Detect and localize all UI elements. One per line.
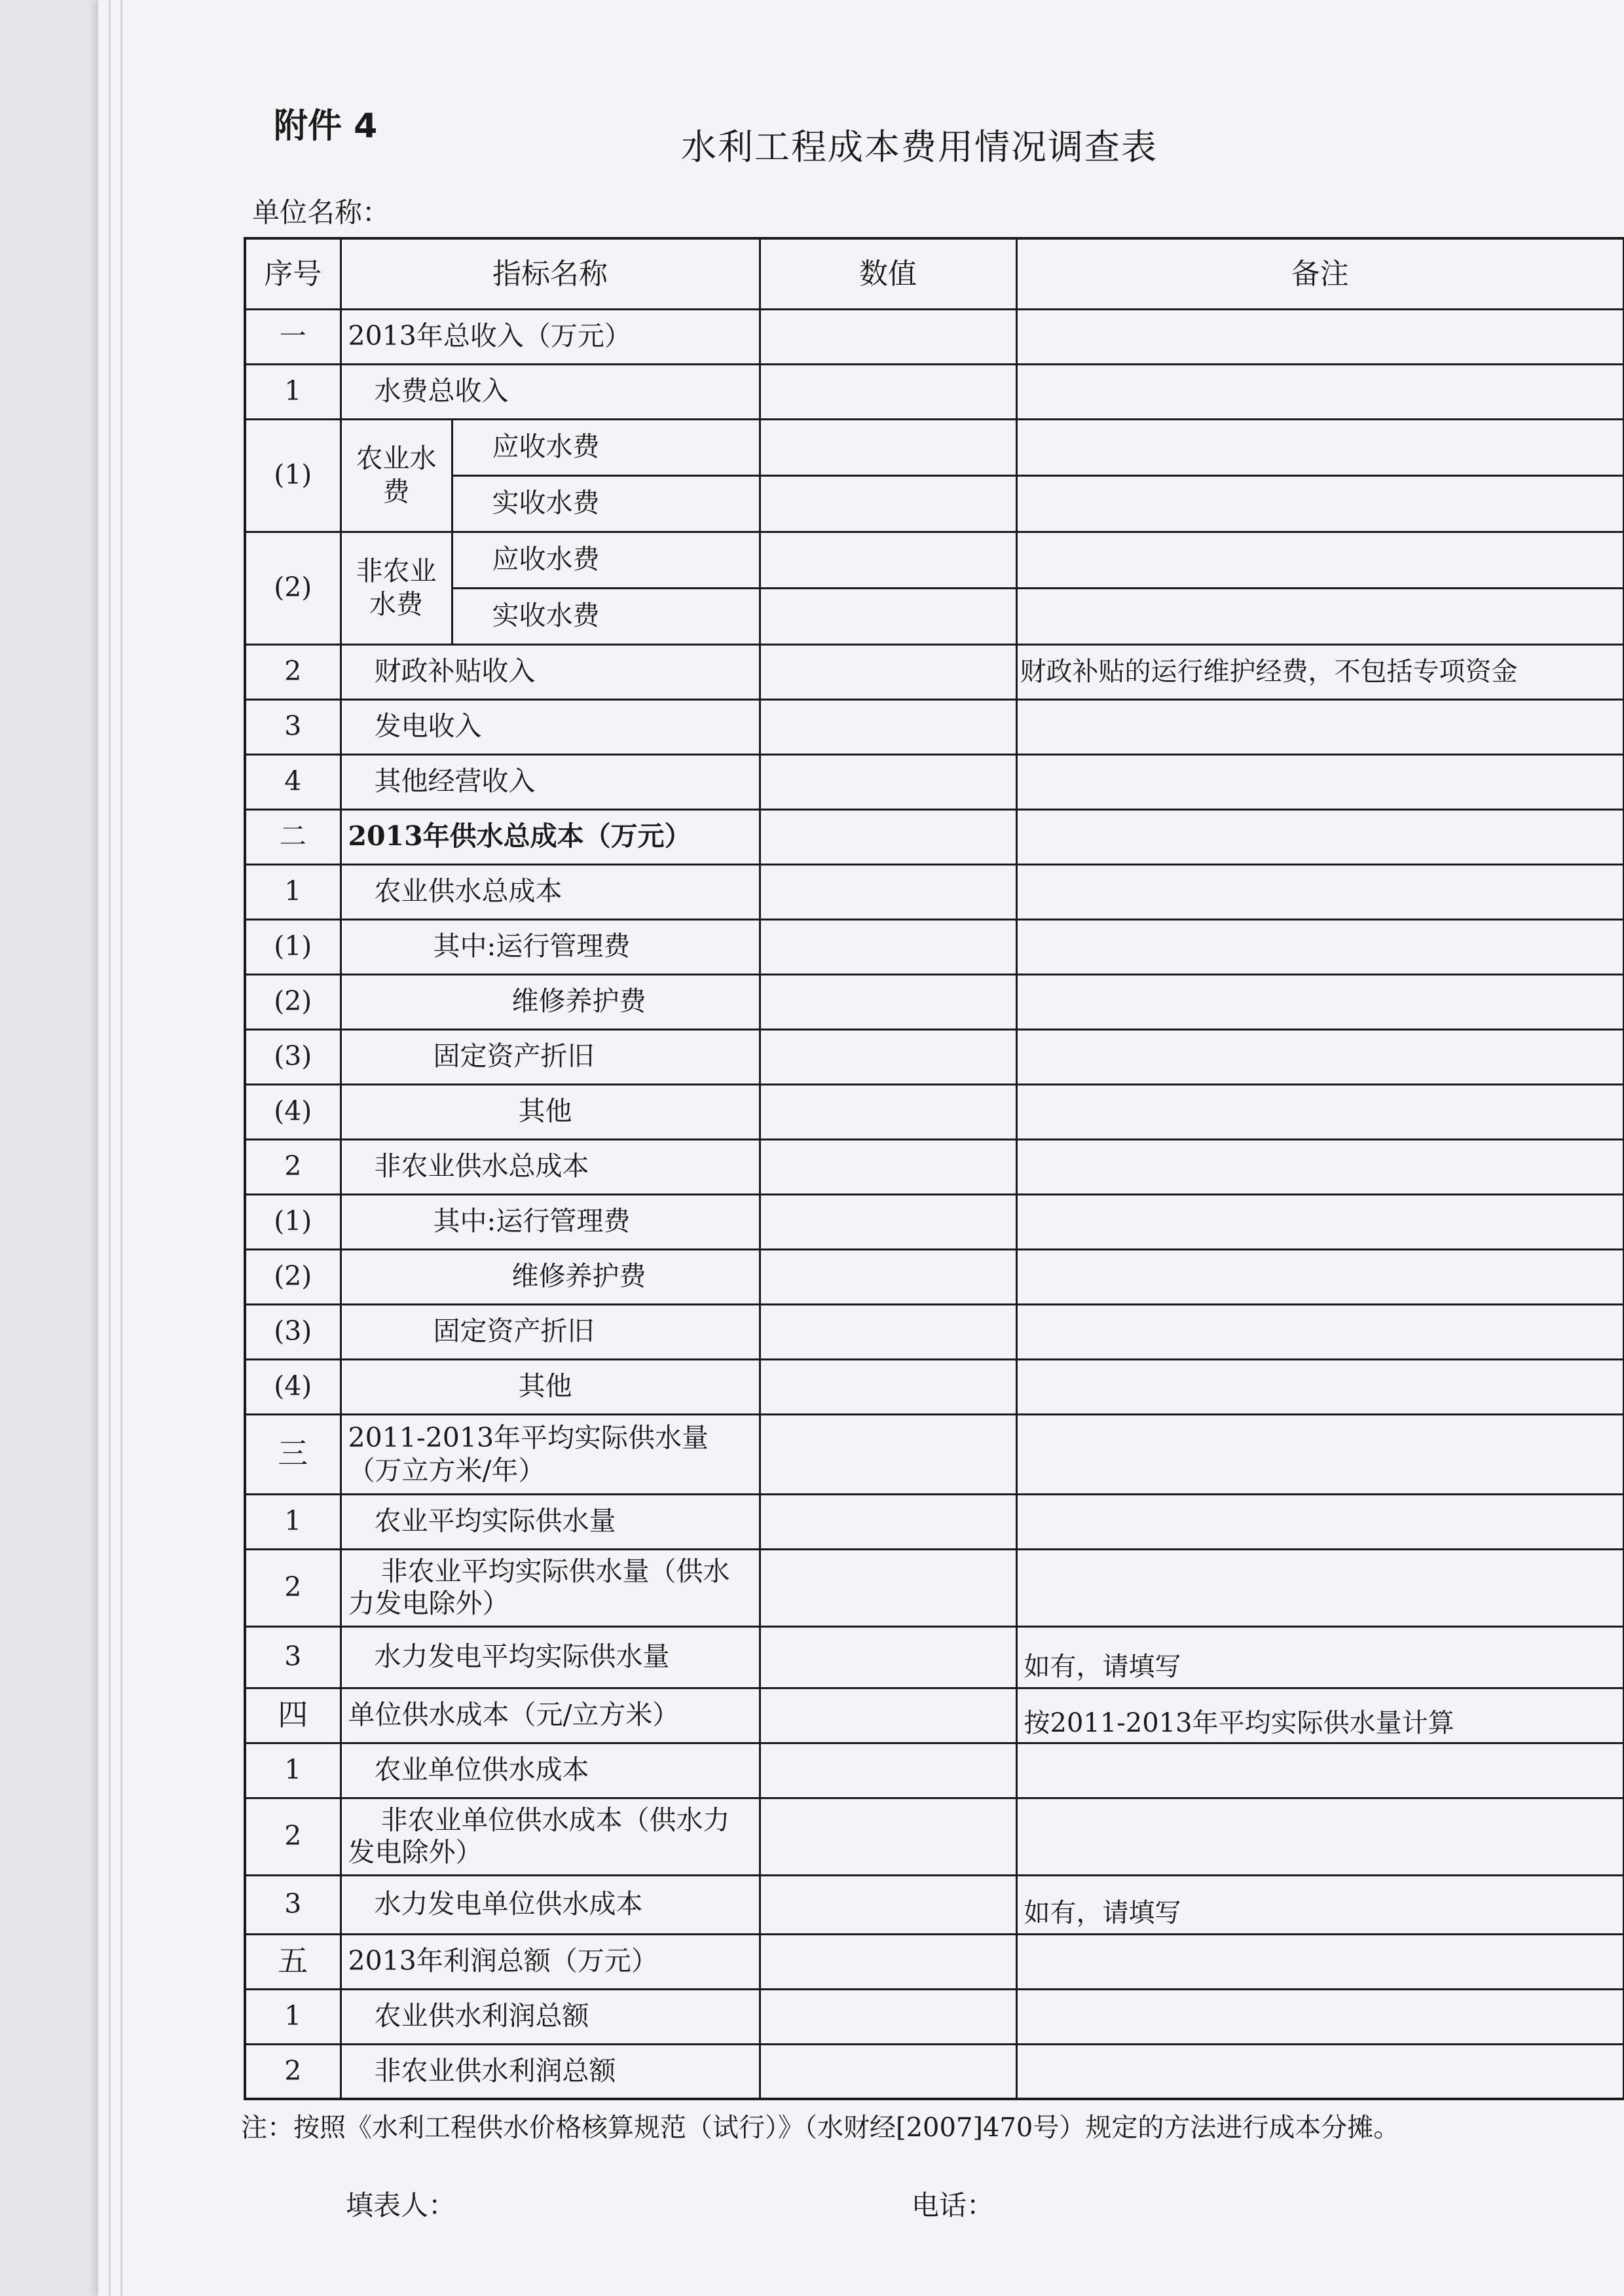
row-name: 农业平均实际供水量 [341, 1494, 760, 1549]
table-row [245, 1414, 1624, 1494]
filler-label: 填表人： [346, 2189, 456, 2221]
value-cell[interactable] [760, 364, 1016, 419]
column-header-seq: 序号 [245, 238, 341, 309]
value-cell[interactable] [760, 1194, 1016, 1249]
note-cell[interactable] [1016, 864, 1624, 919]
row-seq: 2 [245, 1549, 341, 1626]
row-name: 其中:运行管理费 [341, 1194, 760, 1249]
note-cell[interactable]: 如有，请填写 [1016, 1626, 1624, 1688]
row-seq: 2 [245, 1139, 341, 1194]
row-seq: (2) [245, 974, 341, 1029]
note-cell[interactable] [1016, 1084, 1624, 1139]
phone-label: 电话： [912, 2189, 995, 2221]
row-seq: 3 [245, 1626, 341, 1688]
note-cell[interactable]: 如有，请填写 [1016, 1875, 1624, 1934]
row-seq: (1) [245, 919, 341, 974]
row-name: 实收水费 [452, 588, 760, 644]
note-cell[interactable] [1016, 809, 1624, 864]
value-cell[interactable] [760, 1029, 1016, 1084]
row-seq: 2 [245, 1798, 341, 1875]
row-seq: 1 [245, 364, 341, 419]
row-seq: 三 [245, 1414, 341, 1494]
row-name: 2013年利润总额（万元） [341, 1934, 760, 1989]
table-row [245, 588, 1624, 644]
table-row [245, 1029, 1624, 1084]
note-cell[interactable] [1016, 419, 1624, 475]
column-header-value: 数值 [760, 238, 1016, 309]
value-cell[interactable] [760, 919, 1016, 974]
table-row [245, 1304, 1624, 1359]
value-cell[interactable] [760, 1084, 1016, 1139]
row-name: 其中:运行管理费 [341, 919, 760, 974]
value-cell[interactable] [760, 1249, 1016, 1304]
row-group: 非农业水费 [341, 532, 452, 644]
table-row [245, 1934, 1624, 1989]
row-name: 其他经营收入 [341, 754, 760, 809]
table-row [245, 1249, 1624, 1304]
table-row [245, 1626, 1624, 1688]
note-cell[interactable] [1016, 974, 1624, 1029]
value-cell[interactable] [760, 1549, 1016, 1626]
row-seq: (3) [245, 1304, 341, 1359]
note-cell[interactable] [1016, 2044, 1624, 2099]
row-seq: (4) [245, 1359, 341, 1414]
column-header-name: 指标名称 [341, 238, 760, 309]
footnote: 注：按照《水利工程供水价格核算规范（试行）》（水财经[2007]470号）规定的方法进行成本分摊。 [241, 2113, 1400, 2143]
table-row [245, 309, 1624, 364]
row-name: 维修养护费 [341, 974, 760, 1029]
value-cell[interactable] [760, 1414, 1016, 1494]
table-row [245, 475, 1624, 532]
row-seq: 3 [245, 1875, 341, 1934]
cost-survey-table [244, 237, 1624, 2100]
table-row [245, 864, 1624, 919]
row-name: 固定资产折旧 [341, 1029, 760, 1084]
page-edge-line [120, 0, 122, 2296]
note-cell[interactable] [1016, 1139, 1624, 1194]
attachment-label: 附件 4 [274, 107, 378, 146]
table-row [245, 1084, 1624, 1139]
table-row [245, 699, 1624, 754]
row-name: 非农业供水利润总额 [341, 2044, 760, 2099]
table-row [245, 1194, 1624, 1249]
note-cell[interactable] [1016, 754, 1624, 809]
note-cell[interactable] [1016, 699, 1624, 754]
row-name: 农业单位供水成本 [341, 1743, 760, 1798]
value-cell[interactable] [760, 1875, 1016, 1934]
row-name: 2013年总收入（万元） [341, 309, 760, 364]
row-name: 水力发电平均实际供水量 [341, 1626, 760, 1688]
row-name: 其他 [341, 1359, 760, 1414]
table-row [245, 1798, 1624, 1875]
table-row [245, 2044, 1624, 2099]
row-name: 非农业单位供水成本（供水力发电除外） [341, 1798, 760, 1875]
row-name: 单位供水成本（元/立方米） [341, 1688, 760, 1743]
row-seq: 1 [245, 1494, 341, 1549]
note-cell[interactable] [1016, 364, 1624, 419]
value-cell[interactable] [760, 1139, 1016, 1194]
unit-name-label: 单位名称： [252, 196, 390, 228]
value-cell[interactable] [760, 809, 1016, 864]
note-cell[interactable] [1016, 1798, 1624, 1875]
value-cell[interactable] [760, 1798, 1016, 1875]
value-cell[interactable] [760, 1626, 1016, 1688]
row-seq: 四 [245, 1688, 341, 1743]
note-cell[interactable] [1016, 1494, 1624, 1549]
value-cell[interactable] [760, 1304, 1016, 1359]
row-seq: 一 [245, 309, 341, 364]
row-seq: 3 [245, 699, 341, 754]
value-cell[interactable] [760, 532, 1016, 588]
row-seq: 五 [245, 1934, 341, 1989]
note-cell[interactable] [1016, 475, 1624, 532]
value-cell[interactable] [760, 1688, 1016, 1743]
value-cell[interactable] [760, 1359, 1016, 1414]
row-name: 2011-2013年平均实际供水量（万立方米/年） [341, 1414, 760, 1494]
row-name: 实收水费 [452, 475, 760, 532]
row-name: 财政补贴收入 [341, 644, 760, 699]
value-cell[interactable] [760, 2044, 1016, 2099]
page-edge-line [109, 0, 111, 2296]
row-seq: 2 [245, 2044, 341, 2099]
table-row [245, 644, 1624, 699]
value-cell[interactable] [760, 1989, 1016, 2044]
table-row [245, 1688, 1624, 1743]
note-cell[interactable] [1016, 532, 1624, 588]
value-cell[interactable] [760, 864, 1016, 919]
table-row [245, 1989, 1624, 2044]
table-row [245, 364, 1624, 419]
value-cell[interactable] [760, 1494, 1016, 1549]
value-cell[interactable] [760, 644, 1016, 699]
note-cell[interactable] [1016, 1194, 1624, 1249]
note-cell[interactable] [1016, 1029, 1624, 1084]
row-seq: 2 [245, 644, 341, 699]
row-seq: (2) [245, 1249, 341, 1304]
note-cell[interactable] [1016, 1304, 1624, 1359]
note-cell[interactable]: 按2011-2013年平均实际供水量计算 [1016, 1688, 1624, 1743]
table-row [245, 974, 1624, 1029]
row-seq: 二 [245, 809, 341, 864]
value-cell[interactable] [760, 475, 1016, 532]
row-name: 发电收入 [341, 699, 760, 754]
note-cell[interactable] [1016, 919, 1624, 974]
row-name: 2013年供水总成本（万元） [341, 809, 760, 864]
table-row [245, 809, 1624, 864]
row-seq: (3) [245, 1029, 341, 1084]
column-header-note: 备注 [1016, 238, 1624, 309]
row-name: 农业供水总成本 [341, 864, 760, 919]
row-name: 非农业平均实际供水量（供水力发电除外） [341, 1549, 760, 1626]
note-cell[interactable] [1016, 1549, 1624, 1626]
row-seq: 1 [245, 1743, 341, 1798]
value-cell[interactable] [760, 699, 1016, 754]
row-seq: (2) [245, 532, 341, 644]
row-name: 农业供水利润总额 [341, 1989, 760, 2044]
row-name: 水力发电单位供水成本 [341, 1875, 760, 1934]
row-name: 水费总收入 [341, 364, 760, 419]
row-seq: 4 [245, 754, 341, 809]
table-row [245, 1139, 1624, 1194]
row-name: 固定资产折旧 [341, 1304, 760, 1359]
note-cell[interactable] [1016, 1989, 1624, 2044]
page-title: 水利工程成本费用情况调查表 [681, 126, 1158, 168]
value-cell[interactable] [760, 1743, 1016, 1798]
note-cell[interactable] [1016, 1743, 1624, 1798]
value-cell[interactable] [760, 309, 1016, 364]
row-name: 应收水费 [452, 532, 760, 588]
table-header-row [245, 238, 1624, 309]
row-group: 农业水费 [341, 419, 452, 532]
table-row [245, 532, 1624, 588]
row-seq: (1) [245, 419, 341, 532]
row-name: 非农业供水总成本 [341, 1139, 760, 1194]
note-cell[interactable] [1016, 1359, 1624, 1414]
value-cell[interactable] [760, 588, 1016, 644]
note-cell[interactable] [1016, 1414, 1624, 1494]
note-cell[interactable] [1016, 588, 1624, 644]
table-row [245, 1743, 1624, 1798]
table-row [245, 1494, 1624, 1549]
note-cell[interactable] [1016, 1249, 1624, 1304]
note-cell[interactable]: 财政补贴的运行维护经费，不包括专项资金 [1016, 644, 1624, 699]
value-cell[interactable] [760, 974, 1016, 1029]
table-row [245, 1549, 1624, 1626]
row-seq: (1) [245, 1194, 341, 1249]
row-name: 维修养护费 [341, 1249, 760, 1304]
table-row [245, 754, 1624, 809]
row-seq: 1 [245, 1989, 341, 2044]
value-cell[interactable] [760, 754, 1016, 809]
table-row [245, 919, 1624, 974]
table-row [245, 1875, 1624, 1934]
row-name: 其他 [341, 1084, 760, 1139]
row-name: 应收水费 [452, 419, 760, 475]
value-cell[interactable] [760, 1934, 1016, 1989]
row-seq: 1 [245, 864, 341, 919]
table-row [245, 419, 1624, 475]
row-seq: (4) [245, 1084, 341, 1139]
value-cell[interactable] [760, 419, 1016, 475]
note-cell[interactable] [1016, 1934, 1624, 1989]
table-row [245, 1359, 1624, 1414]
note-cell[interactable] [1016, 309, 1624, 364]
